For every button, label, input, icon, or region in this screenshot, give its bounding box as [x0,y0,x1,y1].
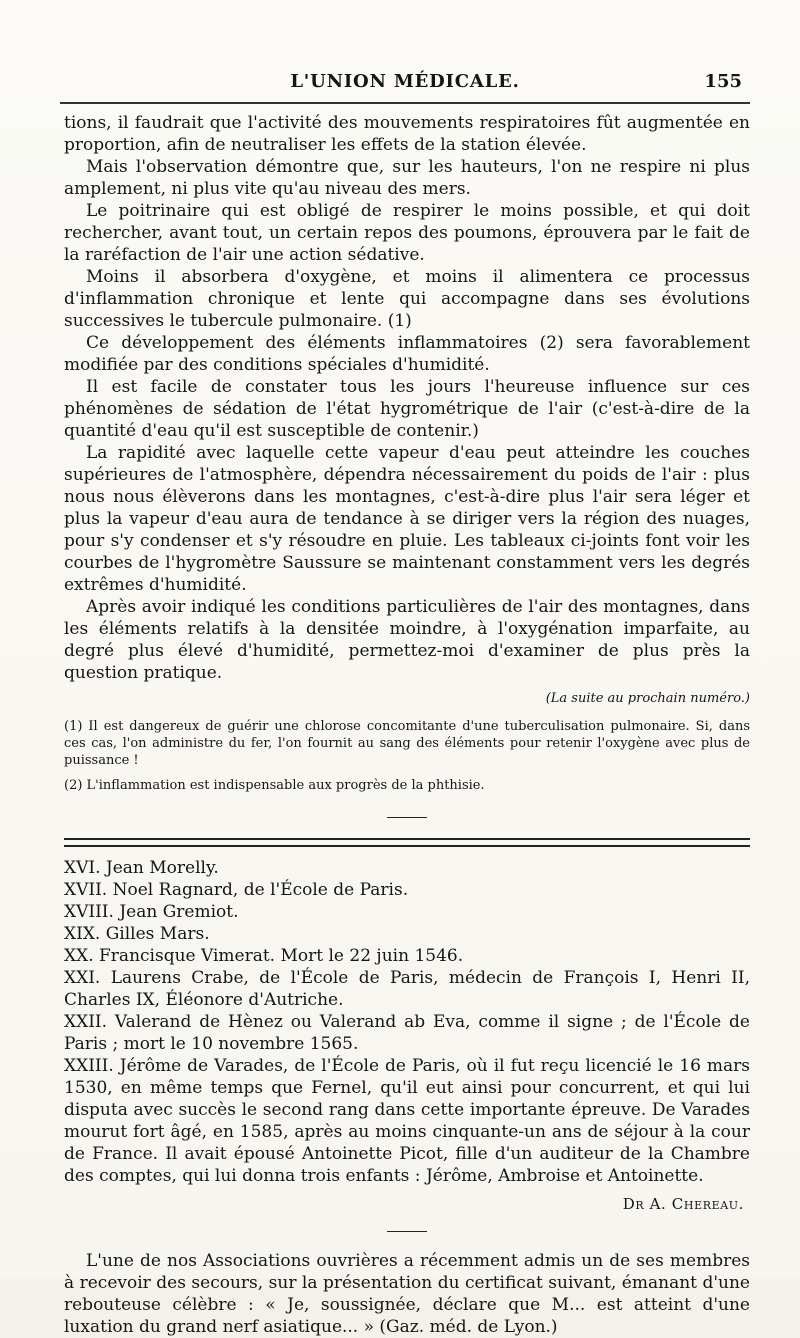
paragraph: Le poitrinaire qui est obligé de respirer le moins possible, et qui doit rechercher, avant tout, un certain repos des poumons, éprouvera par le fait de la raréfaction de l'air une action sédative. [64,201,750,265]
paragraph: tions, il faudrait que l'activité des mouvements respiratoires fût augmentée en proportion, afin de neutraliser les effets de la station élevée. [64,113,750,155]
author-signature: Dr A. Chereau. [622,1195,744,1213]
paragraph: Moins il absorbera d'oxygène, et moins il alimentera ce processus d'inflammation chronique et lente qui accompagne dans ses évolutions successives le tubercule pulmonaire. (1) [64,267,750,331]
list-item: XIX. Gilles Mars. [64,924,210,944]
footnote: (2) L'inflammation est indispensable aux progrès de la phthisie. [64,778,485,793]
running-title: L'UNION MÉDICALE. [290,71,520,92]
page-number: 155 [704,71,742,92]
closing-paragraph: L'une de nos Associations ouvrières a récemment admis un de ses membres à recevoir des secours, sur la présentation du certificat suivant, émanant d'une rebouteuse célèbre : « Je, soussignée, déclare que M... est atteint d'une luxation du grand nerf asiatique... » (Gaz. méd. de Lyon.) [64,1251,750,1337]
list-item: XXIII. Jérôme de Varades, de l'École de Paris, où il fut reçu licencié le 16 mars 1530, en même temps que Fernel, qu'il eut ainsi pour concurrent, et qui lui disputa avec succès le second rang dans cette importante épreuve. De Varades mourut fort âgé, en 1585, après au moins cinquante-un ans de séjour à la cour de France. Il avait épousé Antoinette Picot, fille d'un auditeur de la Chambre des comptes, qui lui donna trois enfants : Jérôme, Ambroise et Antoinette. [64,1056,750,1186]
paragraph: Après avoir indiqué les conditions particulières de l'air des montagnes, dans les éléments relatifs à la densitée moindre, à l'oxygénation imparfaite, au degré plus élevé d'humidité, permettez-moi d'examiner de plus près la question pratique. [64,597,750,683]
list-item: XX. Francisque Vimerat. Mort le 22 juin 1546. [64,946,464,966]
list-item: XXI. Laurens Crabe, de l'École de Paris, médecin de François I, Henri II, Charles IX, Éléonore d'Autriche. [64,968,750,1010]
section-divider [387,1231,427,1232]
article-body [64,112,750,1337]
double-rule [64,838,750,847]
section-divider [387,817,427,818]
footnote: (1) Il est dangereux de guérir une chlorose concomitante d'une tuberculisation pulmonaire. Si, dans ces cas, l'on administre du fer, l'on fournit au sang des éléments pour retenir l'oxygène avec plus de puissance ! [64,719,750,768]
paragraph: Il est facile de constater tous les jours l'heureuse influence sur ces phénomènes de sédation de l'état hygrométrique de l'air (c'est-à-dire de la quantité d'eau qu'il est susceptible de contenir.) [64,377,750,441]
list-item: XXII. Valerand de Hènez ou Valerand ab Eva, comme il signe ; de l'École de Paris ; mort le 10 novembre 1565. [64,1012,750,1054]
paragraph: Ce développement des éléments inflammatoires (2) sera favorablement modifiée par des conditions spéciales d'humidité. [64,333,750,375]
list-item: XVIII. Jean Gremiot. [64,902,239,922]
header-rule [60,102,750,104]
list-item: XVII. Noel Ragnard, de l'École de Paris. [64,880,409,900]
list-item: XVI. Jean Morelly. [64,858,219,878]
paragraph: Mais l'observation démontre que, sur les hauteurs, l'on ne respire ni plus amplement, ni plus vite qu'au niveau des mers. [64,157,750,199]
paragraph: La rapidité avec laquelle cette vapeur d'eau peut atteindre les couches supérieures de l'atmosphère, dépendra nécessairement du poids de l'air : plus nous nous élèverons dans les montagnes, c'est-à-dire plus l'air sera léger et plus la vapeur d'eau aura de tendance à se diriger vers la région des nuages, pour s'y condenser et s'y résoudre en pluie. Les tableaux ci-joints font voir les courbes de l'hygromètre Saussure se maintenant constamment vers les degrés extrêmes d'humidité. [64,443,750,595]
running-header [60,64,750,106]
continuation-note: (La suite au prochain numéro.) [545,691,750,706]
